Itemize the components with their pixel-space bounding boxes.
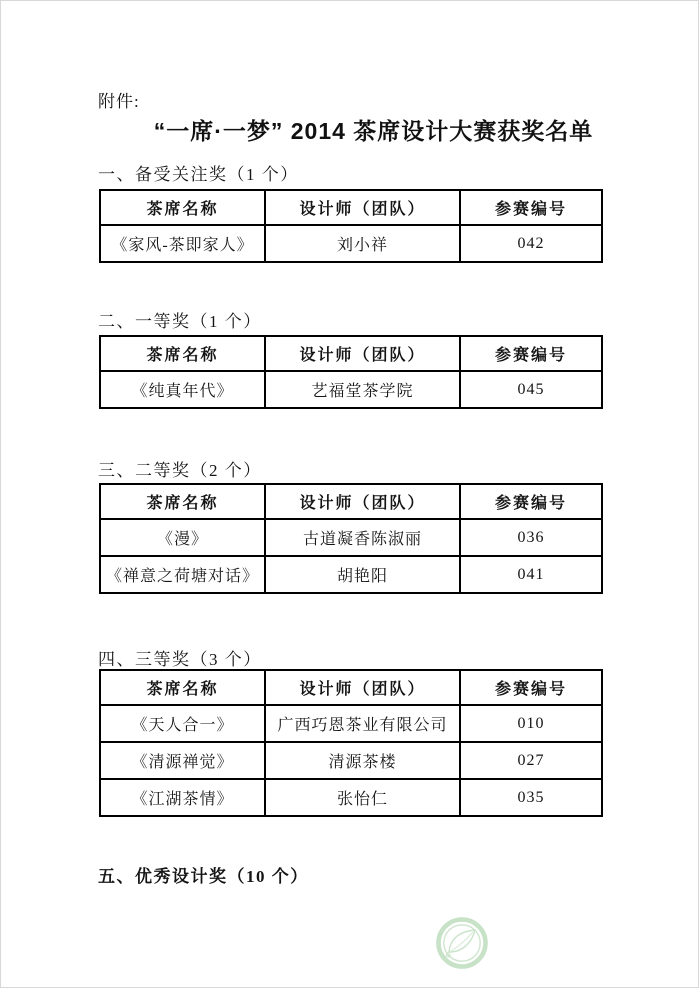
- col-header-entry-number: 参赛编号: [460, 670, 602, 705]
- section-heading-special-attention: 一、备受关注奖（1 个）: [98, 165, 299, 184]
- designer-cell: 广西巧恩茶业有限公司: [265, 705, 460, 742]
- table-header-row: [100, 484, 602, 519]
- table-row: [100, 519, 602, 556]
- col-header-tea-set-name: 茶席名称: [100, 190, 265, 225]
- award-table-special-attention: [99, 189, 603, 263]
- award-table-third-prize: [99, 669, 603, 817]
- col-header-designer-team: 设计师（团队）: [265, 190, 460, 225]
- table-row: [100, 742, 602, 779]
- table-header-row: [100, 336, 602, 371]
- col-header-designer-team: 设计师（团队）: [265, 484, 460, 519]
- col-header-entry-number: 参赛编号: [460, 336, 602, 371]
- section-heading-third-prize: 四、三等奖（3 个）: [98, 650, 262, 669]
- entry-number-cell: 010: [460, 705, 602, 742]
- entry-number-cell: 042: [460, 225, 602, 262]
- section-heading-excellent-design: 五、优秀设计奖（10 个）: [98, 867, 309, 886]
- designer-cell: 胡艳阳: [265, 556, 460, 593]
- col-header-designer-team: 设计师（团队）: [265, 670, 460, 705]
- table-row: [100, 779, 602, 816]
- table-row: [100, 705, 602, 742]
- col-header-tea-set-name: 茶席名称: [100, 670, 265, 705]
- table-header-row: [100, 670, 602, 705]
- table-header-row: [100, 190, 602, 225]
- tea-set-name-cell: 《漫》: [100, 519, 265, 556]
- tea-set-name-cell: 《禅意之荷塘对话》: [100, 556, 265, 593]
- entry-number-cell: 035: [460, 779, 602, 816]
- designer-cell: 艺福堂茶学院: [265, 371, 460, 408]
- col-header-entry-number: 参赛编号: [460, 484, 602, 519]
- col-header-tea-set-name: 茶席名称: [100, 336, 265, 371]
- table-row: [100, 556, 602, 593]
- section-heading-first-prize: 二、一等奖（1 个）: [98, 312, 262, 331]
- entry-number-cell: 041: [460, 556, 602, 593]
- designer-cell: 刘小祥: [265, 225, 460, 262]
- entry-number-cell: 045: [460, 371, 602, 408]
- designer-cell: 古道凝香陈淑丽: [265, 519, 460, 556]
- page-title: “一席·一梦” 2014 茶席设计大赛获奖名单: [153, 118, 594, 144]
- award-table-first-prize: [99, 335, 603, 409]
- designer-cell: 张怡仁: [265, 779, 460, 816]
- entry-number-cell: 027: [460, 742, 602, 779]
- tea-set-name-cell: 《纯真年代》: [100, 371, 265, 408]
- tea-set-name-cell: 《江湖茶情》: [100, 779, 265, 816]
- entry-number-cell: 036: [460, 519, 602, 556]
- col-header-tea-set-name: 茶席名称: [100, 484, 265, 519]
- tea-set-name-cell: 《家风-茶即家人》: [100, 225, 265, 262]
- table-row: [100, 371, 602, 408]
- col-header-entry-number: 参赛编号: [460, 190, 602, 225]
- tea-set-name-cell: 《天人合一》: [100, 705, 265, 742]
- leaf-seal-icon: [435, 916, 489, 970]
- col-header-designer-team: 设计师（团队）: [265, 336, 460, 371]
- award-table-second-prize: [99, 483, 603, 594]
- section-heading-second-prize: 三、二等奖（2 个）: [98, 461, 262, 480]
- tea-set-name-cell: 《清源禅觉》: [100, 742, 265, 779]
- designer-cell: 清源茶楼: [265, 742, 460, 779]
- table-row: [100, 225, 602, 262]
- attachment-label: 附件:: [98, 92, 140, 111]
